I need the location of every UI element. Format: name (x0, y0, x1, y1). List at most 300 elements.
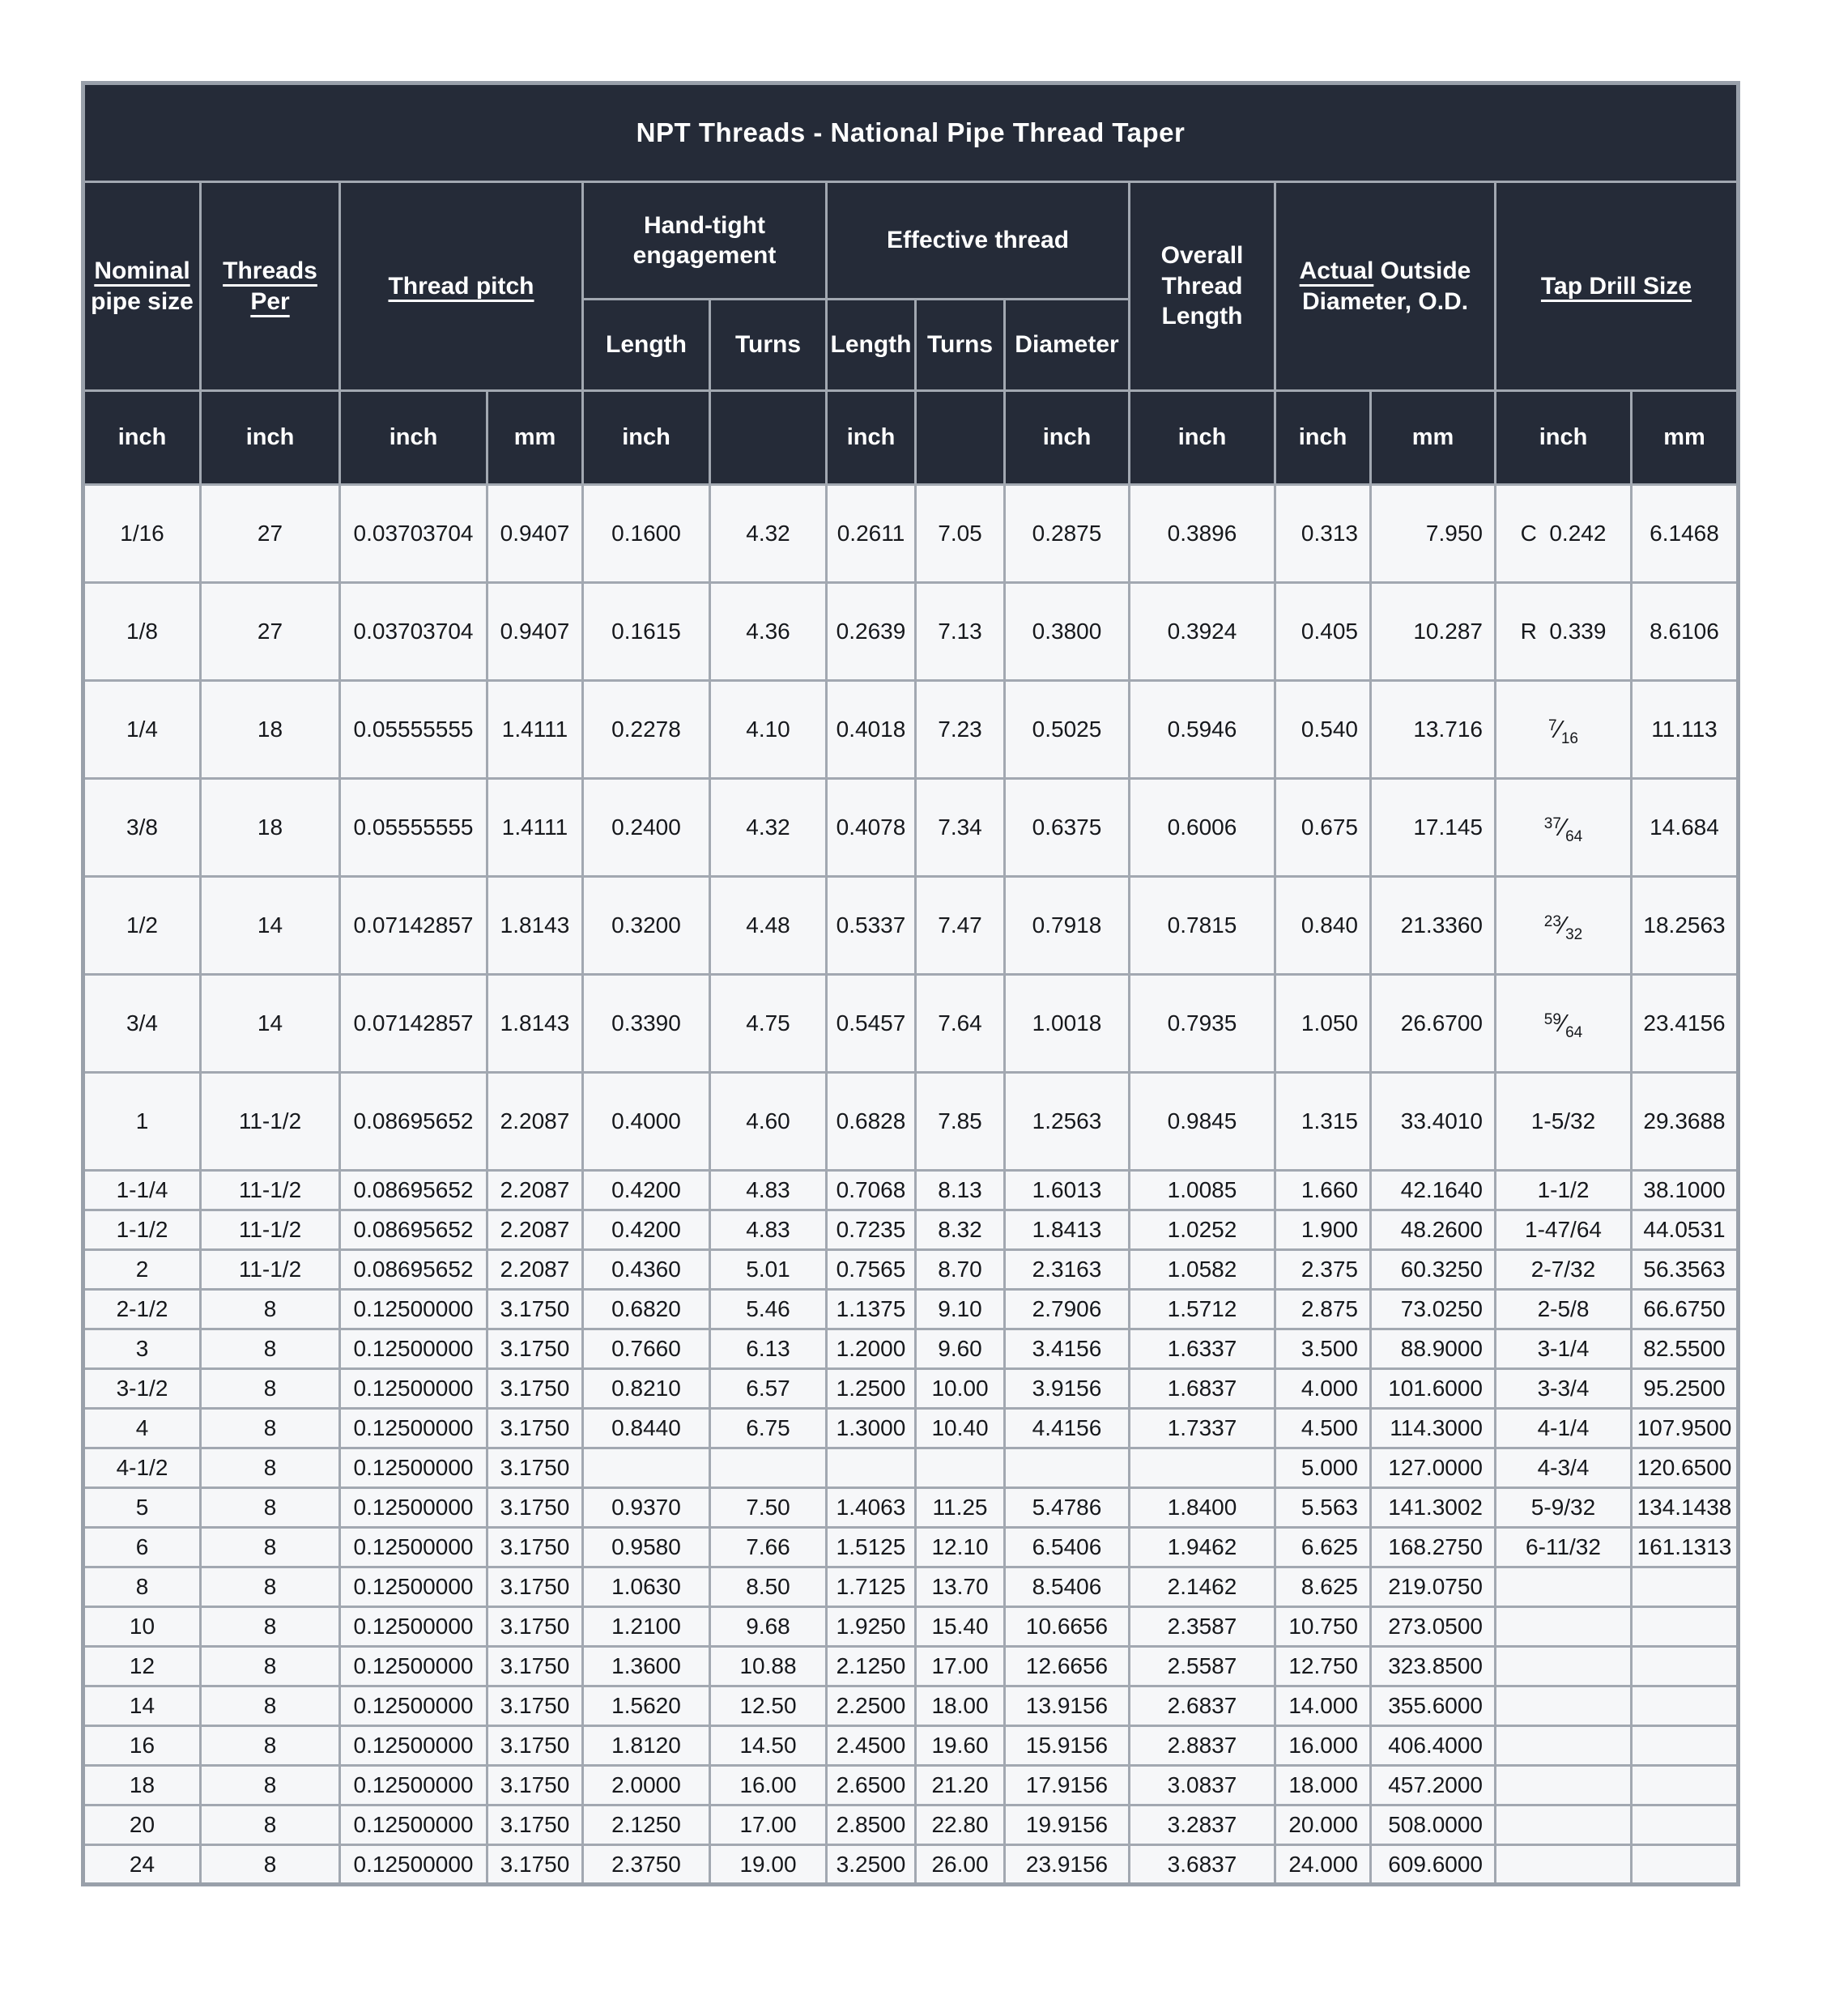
cell-size: 24 (83, 1845, 201, 1885)
cell-tap-drill-inch (1496, 1805, 1632, 1845)
cell-tap-drill-mm (1632, 1567, 1739, 1607)
cell-ht-turns: 12.50 (710, 1686, 827, 1726)
cell-od-inch: 18.000 (1275, 1766, 1371, 1805)
cell-pitch-inch: 0.08695652 (340, 1073, 487, 1171)
table-row (83, 877, 1739, 975)
cell-tap-drill-mm: 95.2500 (1632, 1369, 1739, 1409)
unit-eff-length: inch (827, 391, 916, 485)
cell-eff-length: 0.7565 (827, 1250, 916, 1290)
cell-tap-drill-inch (1496, 1726, 1632, 1766)
cell-ht-turns: 4.75 (710, 975, 827, 1073)
table-row (83, 975, 1739, 1073)
cell-pitch-inch: 0.07142857 (340, 975, 487, 1073)
unit-row (83, 391, 1739, 485)
cell-ht-turns: 8.50 (710, 1567, 827, 1607)
cell-ht-length: 0.9580 (583, 1528, 710, 1567)
cell-od-mm: 508.0000 (1371, 1805, 1496, 1845)
cell-od-inch: 5.000 (1275, 1448, 1371, 1488)
cell-ht-length: 0.4200 (583, 1171, 710, 1210)
cell-eff-length: 0.7235 (827, 1210, 916, 1250)
cell-tap-drill-inch: 2-7/32 (1496, 1250, 1632, 1290)
cell-threads-per: 11-1/2 (201, 1250, 340, 1290)
table-row (83, 1290, 1739, 1329)
cell-overall-length: 2.3587 (1130, 1607, 1275, 1647)
cell-ht-turns: 6.57 (710, 1369, 827, 1409)
table-row (83, 1171, 1739, 1210)
cell-pitch-inch: 0.12500000 (340, 1369, 487, 1409)
cell-eff-diameter: 12.6656 (1005, 1647, 1130, 1686)
table-row (83, 1766, 1739, 1805)
cell-tap-drill-inch: 3-1/4 (1496, 1329, 1632, 1369)
sub-header-turns-3: Turns (916, 300, 1005, 391)
cell-overall-length: 2.5587 (1130, 1647, 1275, 1686)
cell-eff-turns: 12.10 (916, 1528, 1005, 1567)
cell-tap-drill-inch: 3-3/4 (1496, 1369, 1632, 1409)
cell-threads-per: 8 (201, 1805, 340, 1845)
cell-od-inch: 0.840 (1275, 877, 1371, 975)
cell-ht-length: 0.6820 (583, 1290, 710, 1329)
table-row (83, 1528, 1739, 1567)
fraction-value: $^{59}⁄_{64}$ (1543, 1009, 1583, 1042)
cell-tap-drill-mm: 44.0531 (1632, 1210, 1739, 1250)
cell-tap-drill-inch (1496, 1607, 1632, 1647)
col-header-effective-thread: Effective thread (827, 182, 1130, 300)
cell-eff-diameter (1005, 1448, 1130, 1488)
fraction-value: $^7⁄_{16}$ (1548, 715, 1578, 748)
col-header-overall-thread-length: Overall Thread Length (1130, 182, 1275, 391)
cell-overall-length: 3.0837 (1130, 1766, 1275, 1805)
unit-threads-per: inch (201, 391, 340, 485)
cell-tap-drill-mm: 14.684 (1632, 779, 1739, 877)
cell-eff-turns: 7.64 (916, 975, 1005, 1073)
cell-pitch-inch: 0.12500000 (340, 1805, 487, 1845)
table-header (83, 83, 1739, 485)
cell-tap-drill-inch: 5-9/32 (1496, 1488, 1632, 1528)
cell-ht-turns: 4.48 (710, 877, 827, 975)
cell-pitch-mm: 3.1750 (487, 1290, 583, 1329)
cell-od-inch: 5.563 (1275, 1488, 1371, 1528)
cell-tap-drill-inch (1496, 779, 1632, 877)
cell-od-mm: 127.0000 (1371, 1448, 1496, 1488)
cell-eff-length: 0.4078 (827, 779, 916, 877)
cell-pitch-inch: 0.12500000 (340, 1726, 487, 1766)
cell-eff-diameter: 0.7918 (1005, 877, 1130, 975)
cell-tap-drill-inch: 1-47/64 (1496, 1210, 1632, 1250)
cell-overall-length: 1.5712 (1130, 1290, 1275, 1329)
cell-ht-length: 0.3200 (583, 877, 710, 975)
unit-eff-turns (916, 391, 1005, 485)
cell-pitch-inch: 0.12500000 (340, 1647, 487, 1686)
cell-pitch-inch: 0.03703704 (340, 485, 487, 583)
cell-eff-turns: 8.32 (916, 1210, 1005, 1250)
cell-tap-drill-inch (1496, 1686, 1632, 1726)
cell-od-mm: 7.950 (1371, 485, 1496, 583)
cell-eff-length: 2.2500 (827, 1686, 916, 1726)
cell-ht-turns: 7.50 (710, 1488, 827, 1528)
cell-pitch-mm: 0.9407 (487, 583, 583, 681)
unit-eff-diameter: inch (1005, 391, 1130, 485)
cell-threads-per: 8 (201, 1290, 340, 1329)
cell-eff-turns: 11.25 (916, 1488, 1005, 1528)
cell-threads-per: 8 (201, 1409, 340, 1448)
cell-tap-drill-mm: 8.6106 (1632, 583, 1739, 681)
cell-od-mm: 73.0250 (1371, 1290, 1496, 1329)
table-row (83, 1647, 1739, 1686)
cell-tap-drill-mm: 6.1468 (1632, 485, 1739, 583)
cell-tap-drill-inch: C 0.242 (1496, 485, 1632, 583)
cell-pitch-mm: 2.2087 (487, 1210, 583, 1250)
cell-threads-per: 8 (201, 1567, 340, 1607)
cell-ht-length: 0.3390 (583, 975, 710, 1073)
cell-ht-length: 1.3600 (583, 1647, 710, 1686)
col-header-nominal-pipe-size: Nominal pipe size (83, 182, 201, 391)
cell-eff-diameter: 23.9156 (1005, 1845, 1130, 1885)
cell-pitch-mm: 3.1750 (487, 1567, 583, 1607)
table-row (83, 1448, 1739, 1488)
cell-eff-diameter: 19.9156 (1005, 1805, 1130, 1845)
cell-od-inch: 8.625 (1275, 1567, 1371, 1607)
cell-eff-turns: 7.34 (916, 779, 1005, 877)
col-header-hand-tight-engagement: Hand-tight engagement (583, 182, 827, 300)
cell-size: 3-1/2 (83, 1369, 201, 1409)
table-row (83, 1369, 1739, 1409)
cell-od-inch: 10.750 (1275, 1607, 1371, 1647)
cell-tap-drill-inch (1496, 975, 1632, 1073)
fraction-value: $^{23}⁄_{32}$ (1543, 911, 1583, 944)
cell-eff-turns: 7.13 (916, 583, 1005, 681)
cell-eff-turns: 7.85 (916, 1073, 1005, 1171)
cell-od-inch: 1.315 (1275, 1073, 1371, 1171)
cell-ht-turns: 4.60 (710, 1073, 827, 1171)
cell-tap-drill-mm: 18.2563 (1632, 877, 1739, 975)
cell-ht-turns: 5.01 (710, 1250, 827, 1290)
cell-threads-per: 8 (201, 1647, 340, 1686)
cell-eff-length: 0.5457 (827, 975, 916, 1073)
cell-overall-length: 1.6837 (1130, 1369, 1275, 1409)
cell-tap-drill-inch: 2-5/8 (1496, 1290, 1632, 1329)
cell-tap-drill-mm (1632, 1845, 1739, 1885)
cell-tap-drill-inch: 1-5/32 (1496, 1073, 1632, 1171)
table-row (83, 1567, 1739, 1607)
sub-header-turns-1: Turns (710, 300, 827, 391)
cell-eff-diameter: 0.2875 (1005, 485, 1130, 583)
cell-ht-length: 2.1250 (583, 1805, 710, 1845)
cell-ht-turns (710, 1448, 827, 1488)
cell-threads-per: 27 (201, 583, 340, 681)
cell-eff-diameter: 1.6013 (1005, 1171, 1130, 1210)
cell-tap-drill-mm: 38.1000 (1632, 1171, 1739, 1210)
column-group-header-row (83, 182, 1739, 300)
cell-overall-length: 1.0582 (1130, 1250, 1275, 1290)
cell-size: 12 (83, 1647, 201, 1686)
cell-eff-length: 1.2500 (827, 1369, 916, 1409)
cell-pitch-mm: 3.1750 (487, 1488, 583, 1528)
cell-ht-turns: 4.83 (710, 1171, 827, 1210)
cell-eff-length: 2.1250 (827, 1647, 916, 1686)
cell-size: 3/8 (83, 779, 201, 877)
cell-overall-length (1130, 1448, 1275, 1488)
table-row (83, 1488, 1739, 1528)
cell-od-mm: 355.6000 (1371, 1686, 1496, 1726)
cell-tap-drill-inch (1496, 1845, 1632, 1885)
cell-od-mm: 60.3250 (1371, 1250, 1496, 1290)
cell-size: 20 (83, 1805, 201, 1845)
cell-ht-length: 0.9370 (583, 1488, 710, 1528)
cell-threads-per: 8 (201, 1369, 340, 1409)
cell-size: 1/4 (83, 681, 201, 779)
cell-ht-length: 1.2100 (583, 1607, 710, 1647)
cell-od-inch: 20.000 (1275, 1805, 1371, 1845)
cell-eff-diameter: 13.9156 (1005, 1686, 1130, 1726)
cell-od-inch: 0.313 (1275, 485, 1371, 583)
cell-od-mm: 88.9000 (1371, 1329, 1496, 1369)
col-header-threads-per: Threads Per (201, 182, 340, 391)
cell-eff-length: 3.2500 (827, 1845, 916, 1885)
cell-od-inch: 1.050 (1275, 975, 1371, 1073)
cell-eff-diameter: 15.9156 (1005, 1726, 1130, 1766)
cell-eff-length: 1.4063 (827, 1488, 916, 1528)
cell-ht-length: 1.0630 (583, 1567, 710, 1607)
cell-pitch-inch: 0.12500000 (340, 1329, 487, 1369)
cell-eff-turns (916, 1448, 1005, 1488)
cell-pitch-mm: 3.1750 (487, 1647, 583, 1686)
cell-ht-length: 0.4360 (583, 1250, 710, 1290)
cell-ht-turns: 5.46 (710, 1290, 827, 1329)
unit-ht-turns (710, 391, 827, 485)
cell-eff-length: 1.1375 (827, 1290, 916, 1329)
cell-tap-drill-mm (1632, 1766, 1739, 1805)
cell-eff-length: 2.4500 (827, 1726, 916, 1766)
cell-threads-per: 14 (201, 877, 340, 975)
cell-pitch-inch: 0.12500000 (340, 1686, 487, 1726)
cell-od-inch: 0.405 (1275, 583, 1371, 681)
cell-eff-length (827, 1448, 916, 1488)
cell-ht-turns: 9.68 (710, 1607, 827, 1647)
cell-ht-length: 0.8440 (583, 1409, 710, 1448)
cell-od-inch: 2.875 (1275, 1290, 1371, 1329)
fraction-value: $^{37}⁄_{64}$ (1543, 813, 1583, 846)
cell-ht-turns: 7.66 (710, 1528, 827, 1567)
cell-eff-diameter: 2.7906 (1005, 1290, 1130, 1329)
cell-eff-length: 1.9250 (827, 1607, 916, 1647)
cell-overall-length: 0.9845 (1130, 1073, 1275, 1171)
cell-pitch-mm: 2.2087 (487, 1171, 583, 1210)
cell-pitch-inch: 0.12500000 (340, 1528, 487, 1567)
cell-pitch-mm: 3.1750 (487, 1845, 583, 1885)
cell-eff-diameter: 0.5025 (1005, 681, 1130, 779)
cell-pitch-mm: 3.1750 (487, 1726, 583, 1766)
cell-overall-length: 2.6837 (1130, 1686, 1275, 1726)
cell-tap-drill-mm: 23.4156 (1632, 975, 1739, 1073)
cell-threads-per: 8 (201, 1845, 340, 1885)
cell-eff-diameter: 0.6375 (1005, 779, 1130, 877)
cell-od-inch: 3.500 (1275, 1329, 1371, 1369)
sub-header-diameter-4: Diameter (1005, 300, 1130, 391)
cell-eff-length: 2.6500 (827, 1766, 916, 1805)
cell-od-mm: 17.145 (1371, 779, 1496, 877)
cell-tap-drill-mm (1632, 1805, 1739, 1845)
cell-eff-turns: 7.05 (916, 485, 1005, 583)
cell-threads-per: 8 (201, 1766, 340, 1805)
cell-eff-turns: 8.13 (916, 1171, 1005, 1210)
cell-ht-length: 0.1600 (583, 485, 710, 583)
cell-pitch-mm: 2.2087 (487, 1250, 583, 1290)
cell-eff-diameter: 2.3163 (1005, 1250, 1130, 1290)
cell-od-mm: 101.6000 (1371, 1369, 1496, 1409)
cell-eff-diameter: 0.3800 (1005, 583, 1130, 681)
cell-eff-turns: 9.10 (916, 1290, 1005, 1329)
cell-eff-length: 0.7068 (827, 1171, 916, 1210)
cell-overall-length: 0.3896 (1130, 485, 1275, 583)
cell-overall-length: 0.7935 (1130, 975, 1275, 1073)
cell-tap-drill-inch (1496, 681, 1632, 779)
cell-threads-per: 11-1/2 (201, 1210, 340, 1250)
cell-ht-turns: 4.10 (710, 681, 827, 779)
cell-overall-length: 0.6006 (1130, 779, 1275, 877)
cell-pitch-inch: 0.12500000 (340, 1488, 487, 1528)
cell-eff-length: 0.6828 (827, 1073, 916, 1171)
cell-eff-length: 0.5337 (827, 877, 916, 975)
cell-od-mm: 10.287 (1371, 583, 1496, 681)
cell-overall-length: 3.2837 (1130, 1805, 1275, 1845)
cell-od-inch: 6.625 (1275, 1528, 1371, 1567)
cell-threads-per: 8 (201, 1726, 340, 1766)
cell-tap-drill-mm: 134.1438 (1632, 1488, 1739, 1528)
cell-size: 1-1/4 (83, 1171, 201, 1210)
table-row (83, 1329, 1739, 1369)
cell-pitch-inch: 0.12500000 (340, 1845, 487, 1885)
cell-overall-length: 0.7815 (1130, 877, 1275, 975)
cell-od-mm: 609.6000 (1371, 1845, 1496, 1885)
cell-tap-drill-mm (1632, 1686, 1739, 1726)
cell-eff-length: 0.4018 (827, 681, 916, 779)
unit-size: inch (83, 391, 201, 485)
cell-tap-drill-inch (1496, 1766, 1632, 1805)
cell-threads-per: 8 (201, 1607, 340, 1647)
cell-od-mm: 48.2600 (1371, 1210, 1496, 1250)
unit-pitch-inch: inch (340, 391, 487, 485)
cell-threads-per: 27 (201, 485, 340, 583)
cell-tap-drill-inch: R 0.339 (1496, 583, 1632, 681)
cell-eff-length: 0.2611 (827, 485, 916, 583)
cell-eff-diameter: 3.4156 (1005, 1329, 1130, 1369)
cell-ht-length: 2.3750 (583, 1845, 710, 1885)
cell-od-mm: 457.2000 (1371, 1766, 1496, 1805)
cell-pitch-inch: 0.08695652 (340, 1171, 487, 1210)
cell-eff-diameter: 1.2563 (1005, 1073, 1130, 1171)
table-body (83, 485, 1739, 1885)
cell-ht-length: 0.8210 (583, 1369, 710, 1409)
cell-od-mm: 273.0500 (1371, 1607, 1496, 1647)
cell-od-inch: 0.540 (1275, 681, 1371, 779)
cell-threads-per: 18 (201, 681, 340, 779)
cell-eff-turns: 9.60 (916, 1329, 1005, 1369)
cell-size: 8 (83, 1567, 201, 1607)
cell-eff-turns: 21.20 (916, 1766, 1005, 1805)
cell-eff-length: 1.3000 (827, 1409, 916, 1448)
cell-ht-length: 0.1615 (583, 583, 710, 681)
cell-overall-length: 2.8837 (1130, 1726, 1275, 1766)
cell-pitch-inch: 0.05555555 (340, 681, 487, 779)
cell-od-inch: 2.375 (1275, 1250, 1371, 1290)
cell-eff-diameter: 17.9156 (1005, 1766, 1130, 1805)
cell-pitch-inch: 0.12500000 (340, 1607, 487, 1647)
cell-eff-length: 0.2639 (827, 583, 916, 681)
cell-tap-drill-mm: 11.113 (1632, 681, 1739, 779)
cell-overall-length: 1.7337 (1130, 1409, 1275, 1448)
cell-od-inch: 4.000 (1275, 1369, 1371, 1409)
cell-ht-turns: 4.83 (710, 1210, 827, 1250)
cell-od-mm: 168.2750 (1371, 1528, 1496, 1567)
cell-od-mm: 26.6700 (1371, 975, 1496, 1073)
cell-eff-diameter: 6.5406 (1005, 1528, 1130, 1567)
cell-pitch-inch: 0.08695652 (340, 1210, 487, 1250)
cell-tap-drill-inch (1496, 1647, 1632, 1686)
cell-threads-per: 8 (201, 1488, 340, 1528)
cell-ht-turns: 14.50 (710, 1726, 827, 1766)
cell-ht-turns: 17.00 (710, 1805, 827, 1845)
table-row (83, 1686, 1739, 1726)
cell-eff-turns: 19.60 (916, 1726, 1005, 1766)
cell-overall-length: 1.8400 (1130, 1488, 1275, 1528)
cell-tap-drill-mm: 29.3688 (1632, 1073, 1739, 1171)
cell-eff-turns: 26.00 (916, 1845, 1005, 1885)
cell-od-mm: 219.0750 (1371, 1567, 1496, 1607)
table-row (83, 485, 1739, 583)
cell-eff-turns: 10.00 (916, 1369, 1005, 1409)
cell-ht-length: 1.5620 (583, 1686, 710, 1726)
table-row (83, 1409, 1739, 1448)
cell-od-mm: 141.3002 (1371, 1488, 1496, 1528)
cell-threads-per: 8 (201, 1329, 340, 1369)
cell-eff-diameter: 1.8413 (1005, 1210, 1130, 1250)
cell-eff-length: 1.5125 (827, 1528, 916, 1567)
cell-threads-per: 8 (201, 1528, 340, 1567)
cell-pitch-inch: 0.12500000 (340, 1448, 487, 1488)
cell-od-mm: 323.8500 (1371, 1647, 1496, 1686)
cell-size: 5 (83, 1488, 201, 1528)
cell-pitch-inch: 0.12500000 (340, 1409, 487, 1448)
cell-eff-length: 1.7125 (827, 1567, 916, 1607)
cell-overall-length: 1.0085 (1130, 1171, 1275, 1210)
cell-ht-turns: 6.13 (710, 1329, 827, 1369)
title-row (83, 83, 1739, 182)
unit-od-inch: inch (1275, 391, 1371, 485)
cell-tap-drill-inch: 6-11/32 (1496, 1528, 1632, 1567)
cell-pitch-inch: 0.08695652 (340, 1250, 487, 1290)
cell-pitch-inch: 0.12500000 (340, 1290, 487, 1329)
cell-tap-drill-mm: 107.9500 (1632, 1409, 1739, 1448)
col-header-tap-drill-size: Tap Drill Size (1496, 182, 1739, 391)
cell-od-inch: 4.500 (1275, 1409, 1371, 1448)
cell-pitch-mm: 3.1750 (487, 1409, 583, 1448)
cell-overall-length: 1.9462 (1130, 1528, 1275, 1567)
cell-overall-length: 3.6837 (1130, 1845, 1275, 1885)
cell-eff-turns: 15.40 (916, 1607, 1005, 1647)
cell-ht-length: 0.4200 (583, 1210, 710, 1250)
cell-overall-length: 0.5946 (1130, 681, 1275, 779)
table-row (83, 1073, 1739, 1171)
cell-eff-diameter: 8.5406 (1005, 1567, 1130, 1607)
cell-size: 10 (83, 1607, 201, 1647)
cell-size: 1-1/2 (83, 1210, 201, 1250)
cell-tap-drill-inch (1496, 877, 1632, 975)
cell-ht-length: 0.2400 (583, 779, 710, 877)
unit-tap-drill-inch: inch (1496, 391, 1632, 485)
cell-size: 1/8 (83, 583, 201, 681)
cell-eff-turns: 7.23 (916, 681, 1005, 779)
cell-eff-diameter: 3.9156 (1005, 1369, 1130, 1409)
